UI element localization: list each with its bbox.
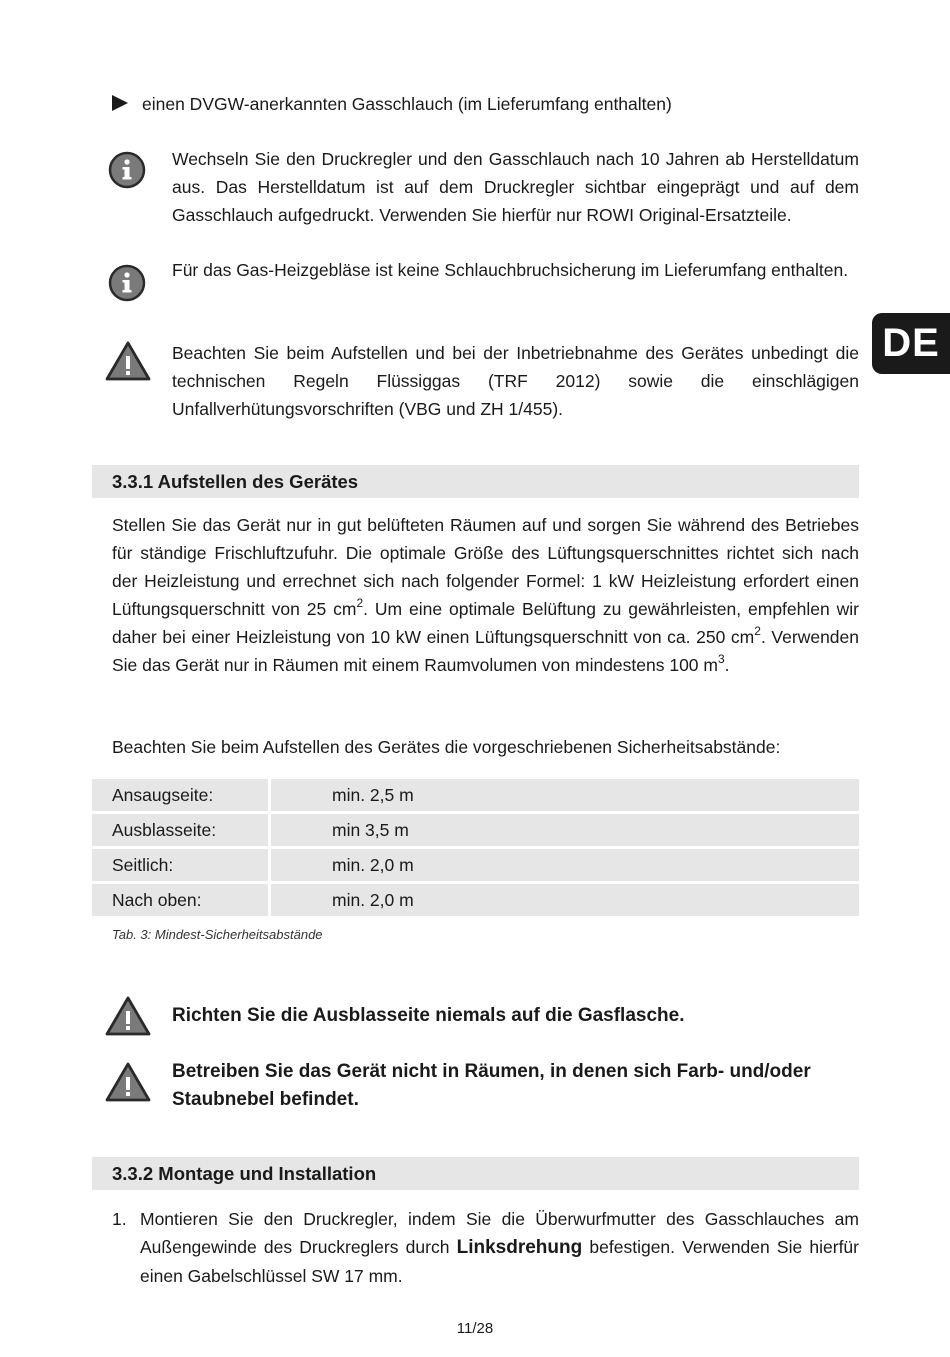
- paragraph-part: . Verwenden Sie das Gerät nur in Räumen mit einem Raumvolumen von mindestens 100 m: [112, 627, 859, 675]
- table-row: [92, 779, 859, 811]
- paragraph-part: .: [724, 655, 730, 675]
- paragraph-ventilation: [112, 511, 859, 679]
- table-cell-value: min 3,5 m: [332, 820, 409, 840]
- language-tab: DE: [872, 313, 950, 374]
- table-cell-label: Nach oben:: [112, 890, 202, 910]
- section-heading-3-3-1: [92, 465, 859, 498]
- note-1: Wechseln Sie den Druckregler und den Gasschlauch nach 10 Jahren ab Herstelldatum aus. Das Herstelldatum ist auf dem Druckregler sichtbar eingeprägt und auf dem Gasschlauch aufgedruckt. Verwenden Sie hierfür nur ROWI Original-Ersatzteile.: [172, 149, 859, 225]
- section-heading-text: 3.3.2 Montage und Installation: [112, 1163, 377, 1184]
- warning-text-1: Richten Sie die Ausblasseite niemals auf die Gasflasche.: [172, 1005, 685, 1026]
- info-icon: [108, 264, 146, 302]
- table-cell-label: Seitlich:: [112, 855, 174, 875]
- info-icon: [108, 151, 146, 189]
- table-cell-label: Ansaugseite:: [112, 785, 214, 805]
- warning-text-2: Betreiben Sie das Gerät nicht in Räumen, in denen sich Farb- und/oder Staubnebel befindet.: [172, 1061, 811, 1110]
- paragraph-part: Stellen Sie das Gerät nur in gut belüfteten Räumen auf und sorgen Sie während des Betriebes für ständige Frischluftzufuhr. Die optimale Größe des Lüftungsquerschnittes richtet sich nach der Heizleistung und errechnet sich nach folgender Formel: 1 kW Heizleistung erfordert einen Lüftungsquerschnitt von 25 cm: [112, 515, 859, 619]
- list-text: [140, 1205, 859, 1290]
- section-heading-text: 3.3.1 Aufstellen des Gerätes: [112, 471, 359, 492]
- table-row: [92, 814, 859, 846]
- page-number: 11/28: [456, 1320, 494, 1337]
- warning-icon: [104, 340, 152, 382]
- intro-bullet-text: einen DVGW-anerkannten Gasschlauch (im Lieferumfang enthalten): [142, 94, 672, 114]
- table-cell-label: Ausblasseite:: [112, 820, 217, 840]
- superscript: 3: [717, 652, 725, 667]
- paragraph-part: . Um eine optimale Belüftung zu gewährleisten, empfehlen wir daher bei einer Heizleistung von 10 kW einen Lüftungsquerschnitt von ca. 250 cm: [112, 599, 859, 647]
- list-text-part: Montieren Sie den Druckregler, indem Sie die Überwurfmutter des Gasschlauches am Außengewinde des Druckreglers durch: [140, 1209, 859, 1257]
- note-2: Für das Gas-Heizgebläse ist keine Schlauchbruchsicherung im Lieferumfang enthalten.: [172, 260, 849, 280]
- list-text-emphasis: Linksdrehung: [456, 1237, 583, 1258]
- list-number: 1.: [112, 1209, 127, 1229]
- table-cell-value: min. 2,0 m: [332, 890, 414, 910]
- table-cell-value: min. 2,0 m: [332, 855, 414, 875]
- bullet-arrow-icon: [112, 95, 128, 111]
- note-3: Beachten Sie beim Aufstellen und bei der Inbetriebnahme des Gerätes unbedingt die technischen Regeln Flüssiggas (TRF 2012) sowie die einschlägigen Unfallverhütungsvorschriften (VBG und ZH 1/455).: [172, 343, 859, 419]
- table-cell-value: min. 2,5 m: [332, 785, 414, 805]
- superscript: 2: [356, 596, 364, 611]
- table-row: [92, 849, 859, 881]
- intro-bullet: [112, 90, 672, 118]
- table-row: [92, 884, 859, 916]
- superscript: 2: [754, 624, 761, 639]
- paragraph-safety-distances: Beachten Sie beim Aufstellen des Gerätes die vorgeschriebenen Sicherheitsabstände:: [112, 737, 781, 757]
- safety-distance-table: [92, 779, 859, 919]
- warning-icon: [104, 995, 152, 1037]
- table-caption: Tab. 3: Mindest-Sicherheitsabstände: [112, 927, 323, 942]
- section-heading-3-3-2: [92, 1157, 859, 1190]
- warning-icon: [104, 1061, 152, 1103]
- list-text-part: befestigen. Verwenden Sie hierfür einen Gabelschlüssel SW 17 mm.: [140, 1237, 859, 1286]
